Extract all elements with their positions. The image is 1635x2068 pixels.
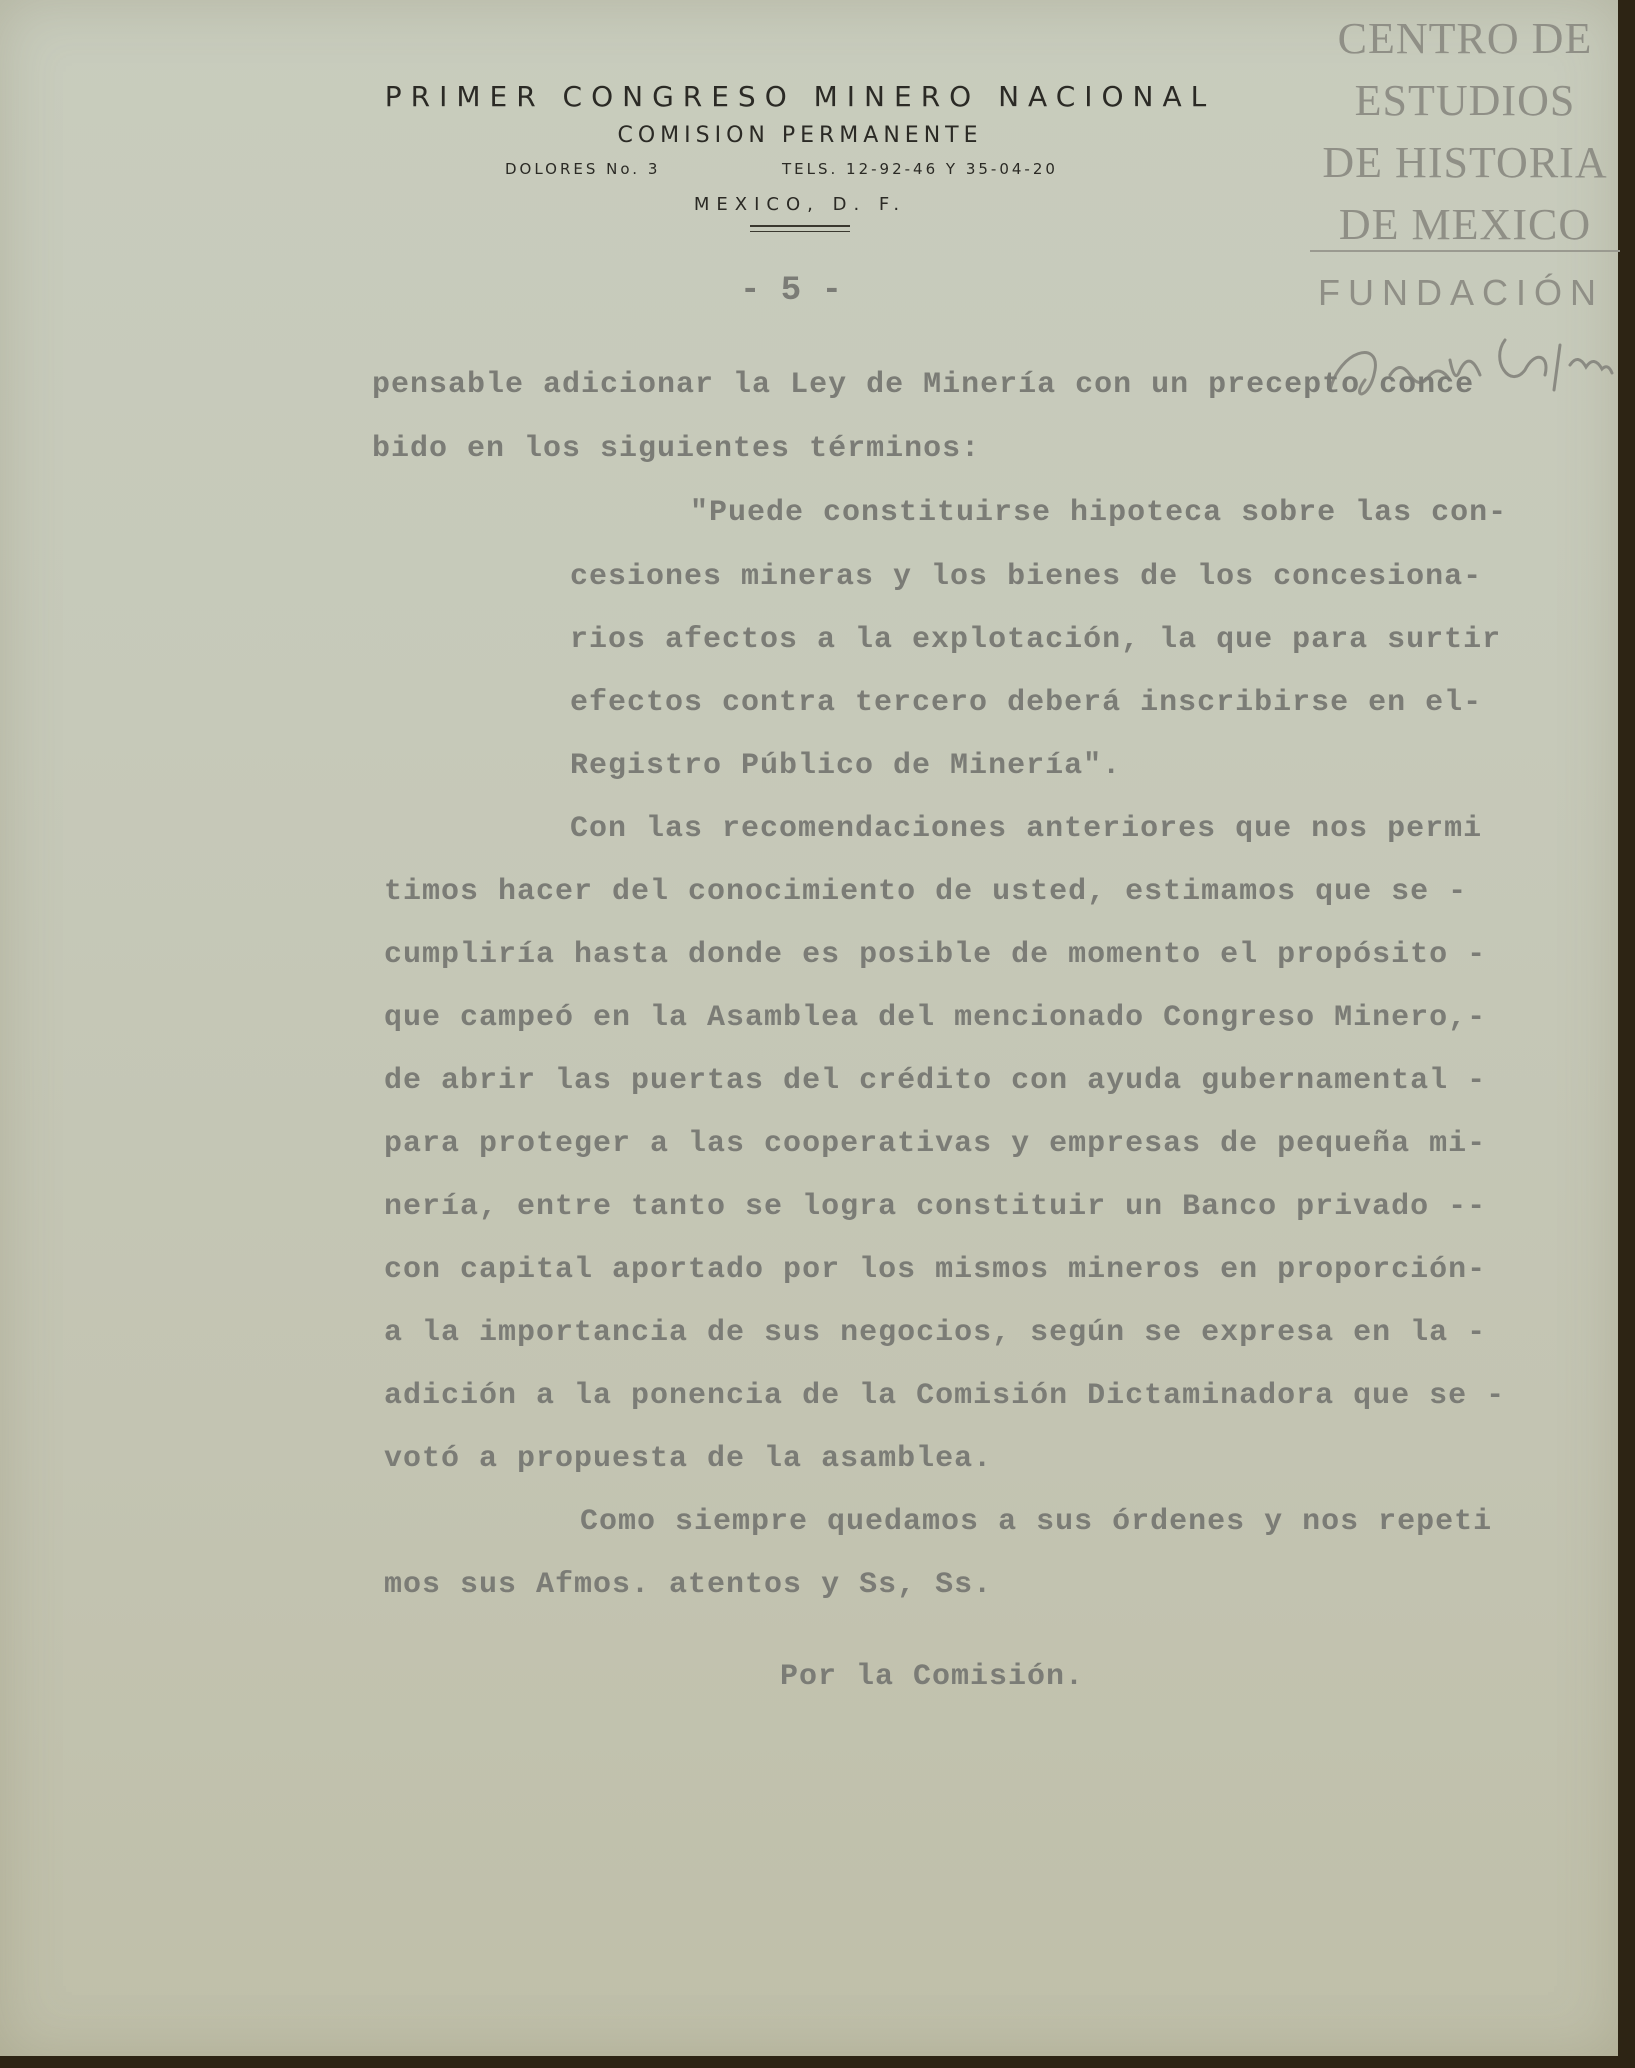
body-line: efectos contra tercero deberá inscribirse en el-	[570, 686, 1483, 720]
body-line: con capital aportado por los mismos mineros en proporción-	[384, 1253, 1487, 1287]
body-line: que campeó en la Asamblea del mencionado Congreso Minero,-	[384, 1001, 1487, 1035]
letterhead-title: PRIMER CONGRESO MINERO NACIONAL	[384, 80, 1216, 113]
body-line: para proteger a las cooperativas y empresas de pequeña mi-	[384, 1127, 1487, 1161]
body-line: votó a propuesta de la asamblea.	[384, 1442, 993, 1476]
watermark-divider	[1310, 250, 1620, 252]
archive-watermark	[1300, 8, 1630, 256]
watermark-line-3: DE HISTORIA	[1322, 138, 1608, 187]
body-line: adición a la ponencia de la Comisión Dictaminadora que se -	[384, 1379, 1506, 1413]
letterhead-address: DOLORES No. 3	[505, 160, 661, 178]
body-line: nería, entre tanto se logra constituir un Banco privado --	[384, 1190, 1487, 1224]
body-line: pensable adicionar la Ley de Minería con un precepto conce	[372, 368, 1475, 402]
watermark-line-4: DE MEXICO	[1338, 200, 1592, 249]
scan-border-right	[1618, 0, 1635, 2068]
letterhead-contact-row	[300, 160, 1300, 190]
body-line: Registro Público de Minería".	[570, 749, 1122, 783]
body-line: cumpliría hasta donde es posible de momento el propósito -	[384, 938, 1487, 972]
page-number: - 5 -	[740, 272, 843, 310]
watermark-foundation: FUNDACIÓN	[1318, 272, 1604, 313]
body-line: timos hacer del conocimiento de usted, estimamos que se -	[384, 875, 1468, 909]
letterhead-divider	[750, 225, 850, 232]
body-line: Como siempre quedamos a sus órdenes y nos repeti	[580, 1505, 1493, 1539]
letterhead-city: MEXICO, D. F.	[693, 194, 907, 215]
body-line: cesiones mineras y los bienes de los concesiona-	[570, 560, 1483, 594]
body-line: Con las recomendaciones anteriores que nos permi	[570, 812, 1483, 846]
body-line: bido en los siguientes términos:	[372, 432, 981, 466]
body-line: de abrir las puertas del crédito con ayuda gubernamental -	[384, 1064, 1487, 1098]
closing-line: Por la Comisión.	[780, 1660, 1085, 1694]
body-line: rios afectos a la explotación, la que para surtir	[570, 623, 1502, 657]
body-line: mos sus Afmos. atentos y Ss, Ss.	[384, 1568, 993, 1602]
body-line: a la importancia de sus negocios, según se expresa en la -	[384, 1316, 1487, 1350]
watermark-line-1: CENTRO DE	[1337, 14, 1593, 63]
letterhead-phones: TELS. 12-92-46 Y 35-04-20	[782, 160, 1058, 178]
body-line: "Puede constituirse hipoteca sobre las con-	[690, 496, 1508, 530]
watermark-line-2: ESTUDIOS	[1354, 76, 1576, 125]
scan-border-bottom	[0, 2056, 1635, 2068]
letterhead-subtitle: COMISION PERMANENTE	[617, 123, 983, 148]
letterhead	[300, 80, 1300, 232]
